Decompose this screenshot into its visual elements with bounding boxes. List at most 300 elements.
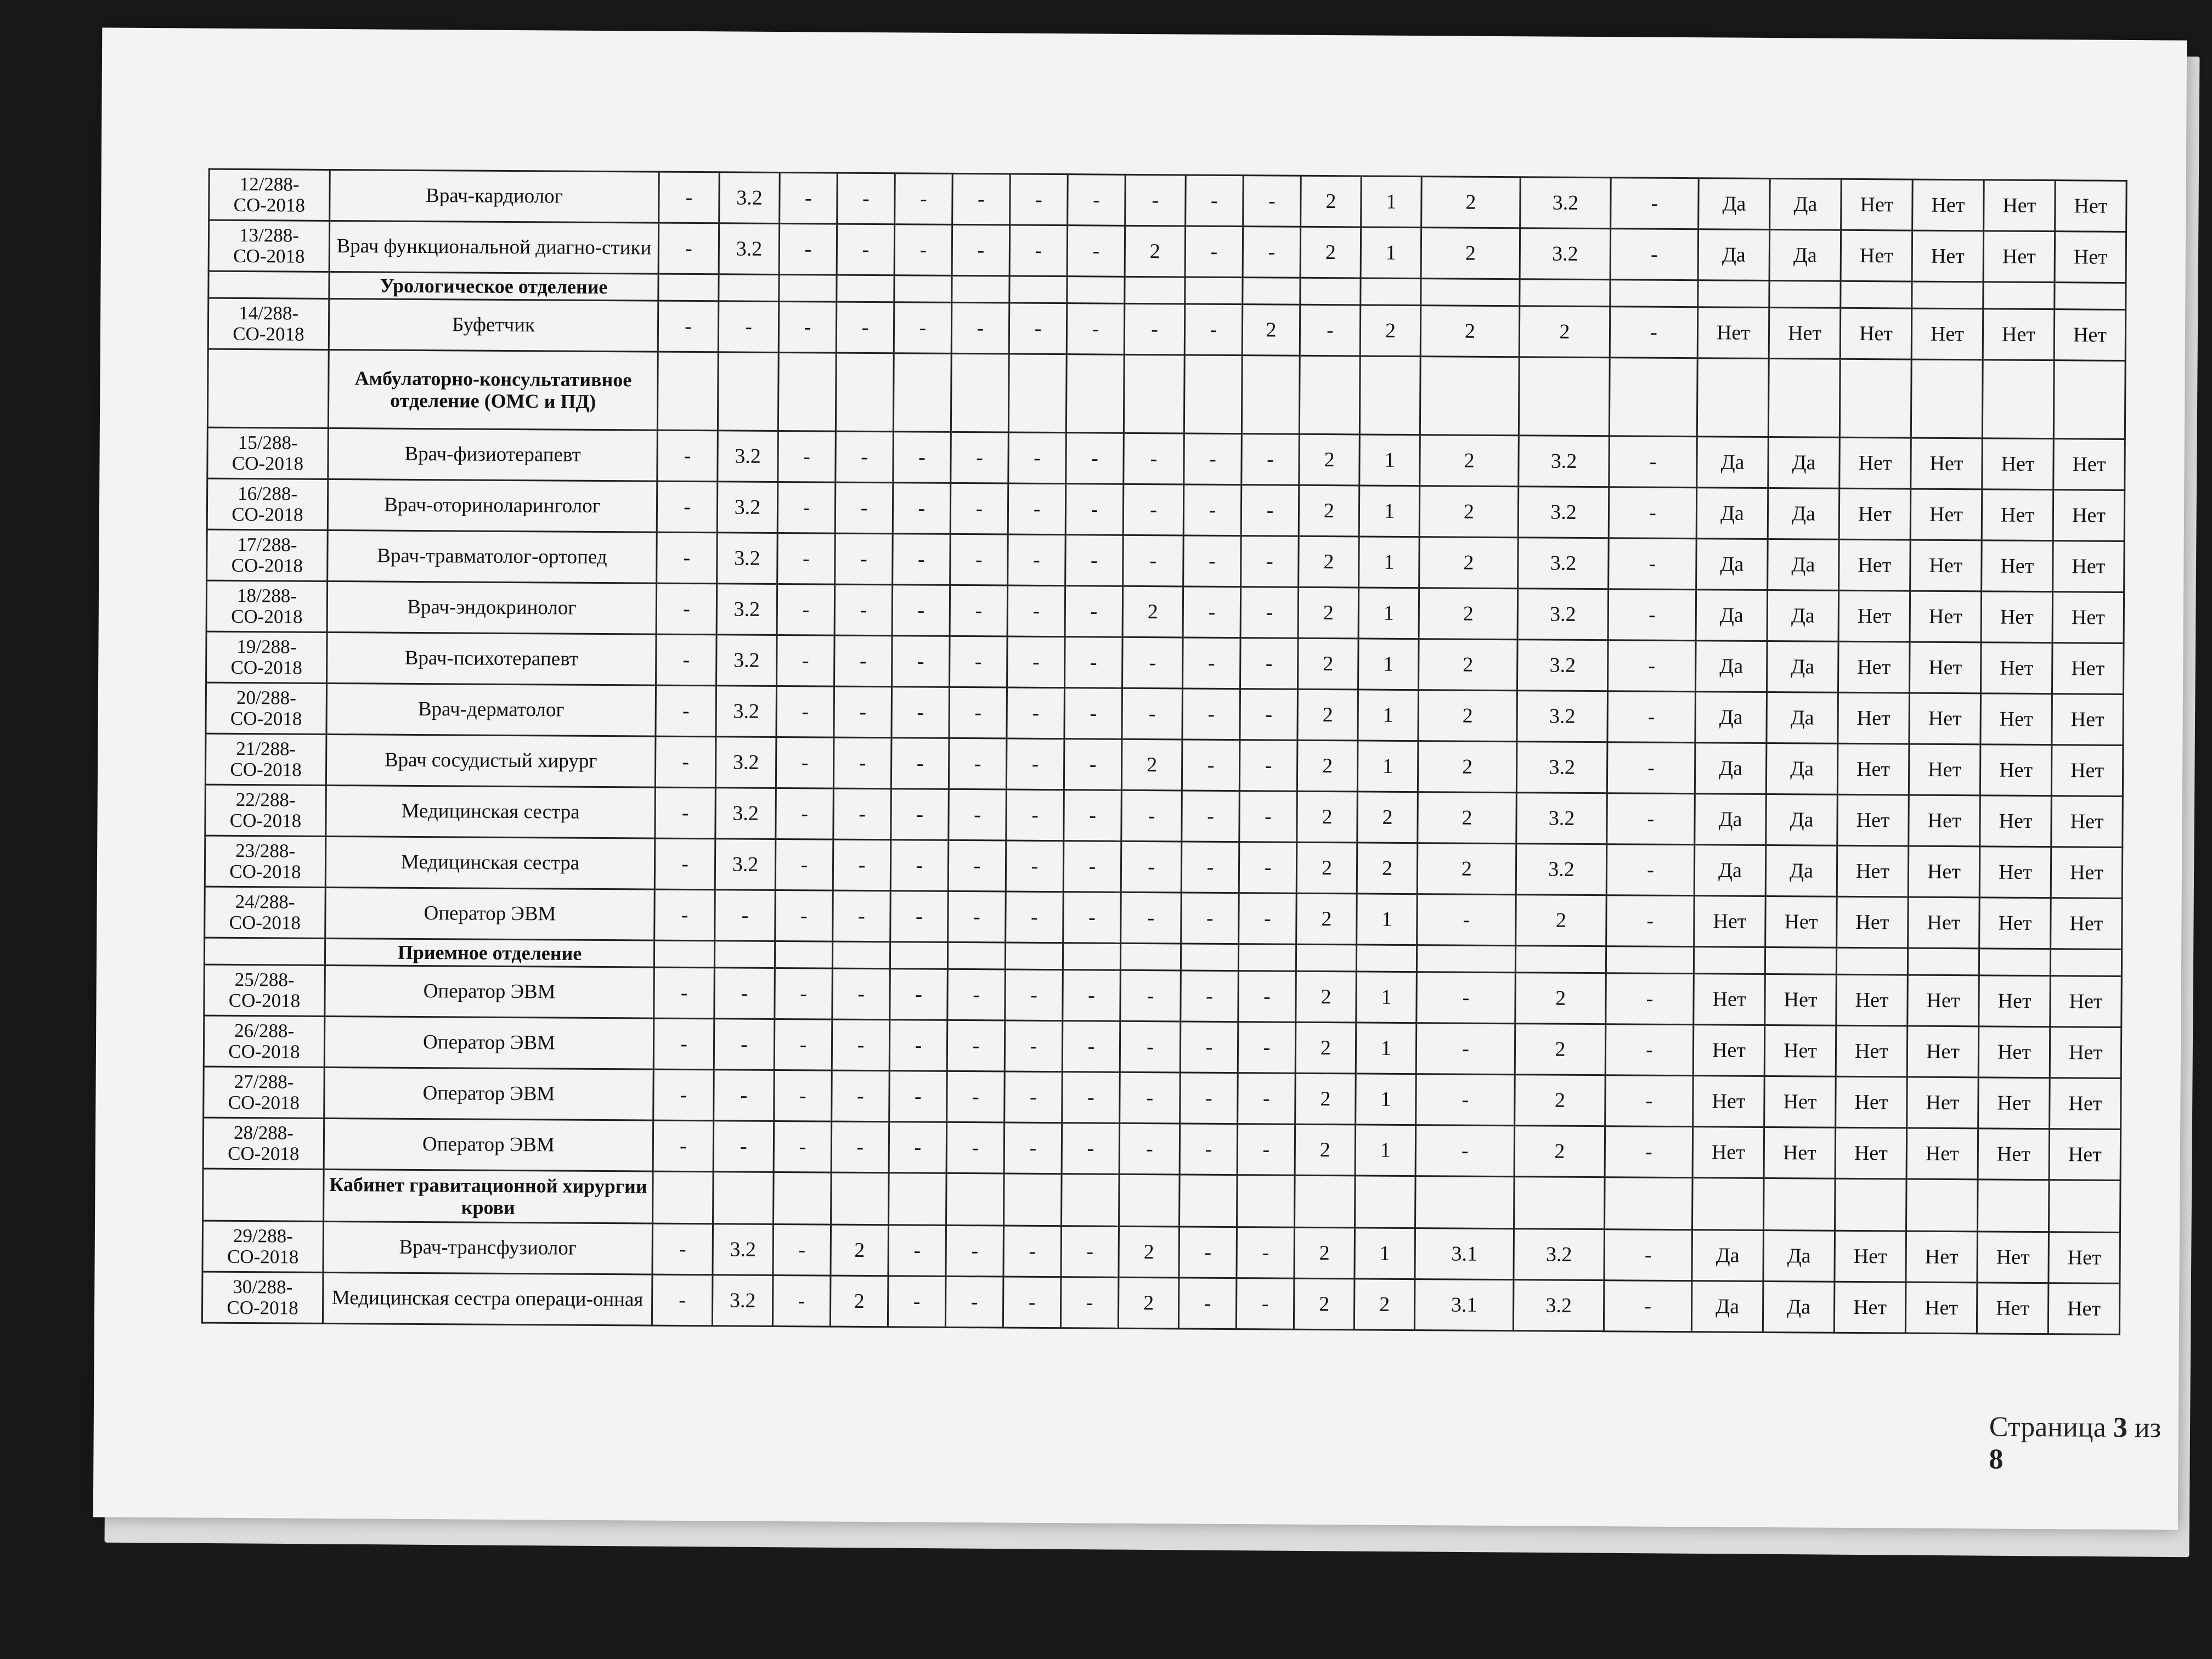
value-cell: - [893,534,951,585]
value-cell: - [1005,969,1063,1021]
value-cell: - [657,532,718,584]
empty-cell [894,275,952,303]
value-cell: Нет [1837,743,1909,795]
empty-cell [713,1172,774,1224]
value-cell: Нет [2050,1078,2121,1130]
value-cell: - [1606,895,1695,947]
empty-cell [207,349,329,428]
value-cell: Да [1691,1281,1763,1333]
workplace-code: 27/288-СО-2018 [204,1066,325,1118]
value-cell: 3.2 [715,737,776,788]
value-cell: 3.2 [1516,793,1607,844]
value-cell: Нет [2051,745,2123,797]
value-cell: - [1415,1125,1515,1177]
value-cell: 3.2 [713,1224,774,1276]
value-cell: - [1007,636,1065,688]
value-cell: Нет [1692,1127,1764,1178]
value-cell: - [888,1225,946,1277]
value-cell: - [892,636,950,687]
value-cell: Нет [1834,1282,1906,1333]
position-name: Врач-травматолог-ортопед [328,530,657,583]
value-cell: - [895,173,953,225]
value-cell: - [1183,586,1241,638]
value-cell: - [1180,1073,1238,1124]
empty-cell [1008,354,1066,433]
value-cell: - [656,634,717,686]
value-cell: Нет [1983,309,2055,360]
value-cell: 2 [1516,895,1607,946]
empty-cell [1514,1177,1605,1229]
value-cell: 2 [1297,689,1358,741]
footer-page-total: 8 [1989,1443,2004,1475]
empty-cell [831,1172,889,1225]
value-cell: 2 [1418,639,1517,691]
value-cell: Нет [1908,975,1979,1026]
value-cell: Нет [1836,1076,1908,1128]
value-cell: 2 [1419,486,1519,538]
value-cell: - [1181,842,1239,893]
value-cell: 3.2 [715,788,776,839]
value-cell: Нет [1909,795,1980,847]
value-cell: - [1008,432,1066,484]
workplace-code: 29/288-СО-2018 [202,1221,324,1272]
value-cell: Нет [1906,1128,1978,1180]
position-name: Оператор ЭВМ [324,1016,654,1069]
value-cell: 2 [1421,228,1520,279]
value-cell: 2 [1360,305,1421,357]
empty-cell [1120,943,1181,970]
value-cell: 1 [1356,972,1417,1023]
value-cell: - [775,968,833,1019]
value-cell: - [833,788,891,840]
value-cell: - [1062,1021,1120,1073]
value-cell: Да [1695,743,1767,794]
empty-cell [654,940,714,968]
value-cell: - [652,1274,713,1326]
value-cell: 2 [1295,1073,1356,1125]
value-cell: - [1121,841,1182,893]
value-cell: - [1182,740,1240,791]
value-cell: Нет [2049,1129,2121,1181]
value-cell: - [1006,738,1064,790]
value-cell: 2 [1121,739,1182,791]
value-cell: 2 [1297,740,1358,792]
position-name: Медицинская сестра операци-онная [323,1272,652,1325]
empty-cell [1836,947,1908,975]
value-cell: - [715,890,776,941]
empty-cell [208,271,329,298]
value-cell: - [718,301,779,353]
value-cell: Нет [1838,692,1910,744]
empty-cell [1355,1176,1416,1228]
value-cell: Нет [1841,230,1912,281]
value-cell: 1 [1359,435,1420,486]
workplace-code: 25/288-СО-2018 [204,964,325,1016]
empty-cell [1125,276,1185,304]
value-cell: - [773,1224,831,1276]
value-cell: 2 [1420,435,1519,487]
value-cell: Нет [1765,974,1837,1025]
value-cell: 2 [1420,306,1520,357]
value-cell: - [1007,687,1065,739]
value-cell: Нет [1841,179,1913,230]
value-cell: - [1181,970,1239,1022]
value-cell: 3.2 [719,223,780,275]
value-cell: 3.2 [712,1275,773,1327]
value-cell: 2 [1418,792,1517,844]
value-cell: - [1300,304,1361,356]
value-cell: - [774,1070,832,1121]
value-cell: Да [1694,845,1766,896]
value-cell: - [1607,793,1695,845]
value-cell: - [1063,841,1121,893]
value-cell: Нет [1910,591,1982,642]
value-cell: - [1006,789,1064,841]
value-cell: Нет [2051,847,2123,899]
value-cell: 2 [1515,1024,1606,1075]
value-cell: 1 [1361,227,1421,279]
value-cell: 2 [1418,690,1517,742]
value-cell: - [714,1019,775,1070]
value-cell: - [890,891,949,943]
value-cell: 2 [831,1224,889,1276]
value-cell: 3.1 [1415,1228,1514,1280]
assessment-table [201,168,2128,1335]
position-name: Врач-оториноларинголог [328,479,657,532]
value-cell: - [774,1121,832,1172]
empty-cell [952,275,1009,303]
empty-cell [718,352,778,431]
value-cell: - [1065,637,1123,689]
empty-cell [1692,1178,1764,1231]
value-cell: - [1239,842,1297,894]
value-cell: Да [1770,178,1842,230]
value-cell: - [1181,893,1239,944]
value-cell: 1 [1355,1228,1415,1279]
value-cell: 2 [1299,536,1359,588]
value-cell: Нет [2048,1283,2120,1335]
empty-cell [203,1169,324,1221]
value-cell: Да [1763,1281,1835,1333]
value-cell: - [1611,178,1699,229]
value-cell: - [1605,1075,1694,1127]
value-cell: 3.2 [1513,1280,1604,1331]
value-cell: Да [1768,437,1840,488]
position-name: Врач-дерматолог [326,683,656,736]
value-cell: 2 [1417,843,1516,895]
value-cell: 1 [1359,486,1420,537]
value-cell: 3.1 [1414,1279,1514,1331]
empty-cell [1004,1173,1062,1226]
value-cell: - [1178,1278,1237,1329]
value-cell: - [834,584,893,636]
value-cell: Нет [1838,590,1910,642]
value-cell: Нет [1693,1076,1765,1127]
empty-cell [1911,359,1983,438]
empty-cell [1356,945,1417,972]
value-cell: Нет [1764,1127,1836,1178]
value-cell: - [777,584,835,635]
value-cell: 3.2 [1516,844,1607,895]
value-cell: Да [1766,743,1838,794]
value-cell: Нет [1907,1077,1979,1128]
value-cell: 1 [1357,741,1418,792]
value-cell: - [653,1018,714,1070]
value-cell: - [653,1120,714,1172]
value-cell: Нет [1979,975,2051,1027]
value-cell: - [946,1122,1005,1173]
empty-cell [1180,1175,1238,1227]
value-cell: - [1068,174,1126,226]
value-cell: - [1184,304,1243,356]
value-cell: 1 [1358,639,1419,690]
position-name: Оператор ЭВМ [324,1118,653,1171]
value-cell: - [1009,225,1068,276]
value-cell: - [1123,535,1184,586]
workplace-code: 18/288-СО-2018 [206,580,328,632]
empty-cell [1977,1180,2049,1232]
footer-page-number: 3 [2113,1412,2128,1444]
value-cell: Нет [1839,437,1911,489]
value-cell: - [949,738,1007,789]
value-cell: 3.2 [715,839,776,890]
empty-cell [1124,354,1184,433]
value-cell: - [776,788,834,839]
value-cell: - [1237,1227,1295,1279]
empty-cell [1237,1175,1295,1228]
value-cell: 1 [1361,176,1422,228]
empty-cell [2050,949,2121,977]
value-cell: Нет [1977,1283,2049,1334]
value-cell: - [1064,739,1122,791]
empty-cell [1841,281,1912,308]
value-cell: 2 [1119,1226,1180,1278]
empty-cell [1242,356,1300,435]
value-cell: - [1066,303,1125,355]
value-cell: - [1060,1277,1119,1329]
value-cell: Нет [1978,1026,2050,1078]
value-cell: - [772,1275,831,1327]
value-cell: - [714,968,775,1019]
value-cell: 3.2 [719,172,780,224]
value-cell: - [1120,1021,1181,1073]
value-cell: 3.2 [1516,742,1607,793]
workplace-code: 15/288-СО-2018 [207,427,329,479]
value-cell: - [892,585,950,636]
value-cell: - [950,585,1008,636]
value-cell: - [894,302,952,354]
position-name: Врач-физиотерапевт [328,428,658,481]
value-cell: - [1241,536,1299,588]
value-cell: - [1065,484,1124,535]
value-cell: - [1609,436,1697,488]
value-cell: - [891,789,949,840]
value-cell: - [1417,972,1516,1024]
empty-cell [1979,949,2050,976]
value-cell: Нет [1836,1025,1908,1077]
empty-cell [1908,948,1979,975]
value-cell: - [1180,1124,1238,1175]
value-cell: 3.2 [1518,538,1609,589]
value-cell: - [713,1121,774,1172]
value-cell: Нет [1978,1128,2050,1180]
footer-middle: из [2127,1412,2162,1444]
value-cell: - [780,172,838,224]
value-cell: - [1009,303,1067,354]
value-cell: - [1065,586,1123,637]
value-cell: 3.2 [1518,487,1609,538]
value-cell: - [777,533,836,584]
value-cell: - [1604,1229,1692,1281]
value-cell: Нет [1764,1025,1836,1076]
value-cell: - [946,1225,1004,1277]
value-cell: Да [1763,1230,1835,1282]
value-cell: Нет [2051,898,2123,950]
value-cell: 2 [1419,588,1518,640]
empty-cell [1912,281,1983,309]
value-cell: Нет [1911,438,1983,489]
value-cell: Нет [1977,1232,2049,1283]
value-cell: - [1238,1073,1296,1125]
value-cell: - [1610,229,1699,280]
value-cell: - [1125,174,1186,226]
empty-cell [658,274,719,301]
value-cell: Да [1696,590,1768,641]
empty-cell [889,1173,947,1226]
value-cell: - [832,968,890,1020]
value-cell: 2 [1296,893,1357,945]
value-cell: - [948,891,1006,943]
position-name: Оператор ЭВМ [324,1067,654,1120]
value-cell: - [893,483,951,534]
empty-cell [204,938,325,965]
workplace-code: 24/288-СО-2018 [205,887,326,938]
value-cell: - [1124,303,1185,355]
position-name: Буфетчик [329,298,658,352]
value-cell: - [1182,689,1240,740]
value-cell: - [1006,891,1064,943]
value-cell: 3.2 [716,635,777,686]
value-cell: Нет [2055,180,2127,232]
value-cell: Нет [2053,541,2125,592]
value-cell: 2 [1514,1126,1605,1177]
value-cell: - [1605,1024,1694,1076]
value-cell: Да [1767,590,1839,641]
value-cell: - [949,789,1007,840]
value-cell: - [1240,587,1299,639]
value-cell: 2 [1294,1278,1355,1330]
value-cell: - [1607,691,1696,743]
value-cell: Нет [2055,232,2126,283]
value-cell: Да [1695,692,1767,743]
value-cell: Да [1695,794,1767,845]
value-cell: 2 [1118,1277,1179,1329]
value-cell: Нет [1911,308,1983,360]
value-cell: - [1003,1277,1061,1328]
value-cell: - [778,431,836,482]
value-cell: 2 [1300,227,1361,278]
section-title: Кабинет гравитационной хирургии крови [324,1169,653,1223]
value-cell: 1 [1357,894,1418,945]
value-cell: 2 [1295,1124,1356,1176]
empty-cell [778,352,836,431]
value-cell: - [1184,433,1242,485]
value-cell: Нет [2051,796,2123,848]
value-cell: 2 [1421,177,1521,228]
value-cell: - [945,1276,1003,1328]
value-cell: Нет [1765,896,1837,947]
value-cell: - [775,839,833,890]
value-cell: Нет [1908,897,1980,949]
value-cell: Нет [2053,490,2125,541]
value-cell: Нет [1909,642,1981,693]
value-cell: - [1063,892,1121,944]
value-cell: 2 [1357,792,1418,843]
value-cell: 2 [1515,973,1606,1024]
position-name: Медицинская сестра [326,785,656,838]
empty-cell [1519,357,1610,436]
value-cell: - [657,430,718,482]
value-cell: - [889,1020,947,1071]
value-cell: - [837,173,895,224]
empty-cell [1609,358,1697,437]
value-cell: Нет [1978,1077,2050,1129]
value-cell: Да [1768,539,1839,590]
value-cell: 3.2 [717,482,778,533]
empty-cell [1697,358,1769,437]
value-cell: - [1609,487,1697,539]
empty-cell [1610,280,1698,307]
value-cell: 2 [1515,1075,1606,1126]
value-cell: 1 [1356,1023,1417,1074]
value-cell: Да [1697,437,1769,488]
empty-cell [946,1173,1005,1226]
value-cell: Нет [1764,1076,1836,1127]
empty-cell [1295,1175,1356,1228]
value-cell: 2 [1301,176,1362,227]
value-cell: 2 [1125,225,1186,277]
empty-cell [1768,358,1840,437]
empty-cell [1983,282,2055,309]
value-cell: - [949,687,1007,738]
value-cell: 2 [1242,304,1300,356]
empty-cell [1238,944,1296,972]
value-cell: - [952,224,1010,276]
empty-cell [1606,946,1694,974]
value-cell: - [652,1223,713,1275]
value-cell: Да [1769,229,1841,281]
empty-cell [1067,276,1125,304]
empty-cell [2055,283,2126,310]
empty-cell [775,941,832,968]
empty-cell [653,1171,714,1224]
section-title: Приемное отделение [325,938,654,967]
empty-cell [719,274,779,302]
value-cell: - [836,302,894,353]
empty-cell [1415,1176,1515,1229]
value-cell: Нет [1835,1127,1907,1179]
value-cell: Нет [1908,846,1980,898]
empty-cell [832,941,890,969]
value-cell: Нет [1839,539,1911,591]
empty-cell [1769,280,1841,308]
value-cell: - [1063,970,1121,1022]
empty-cell [837,275,894,302]
value-cell: - [1609,538,1697,590]
value-cell: - [1005,1071,1063,1123]
value-cell: 2 [1122,586,1183,637]
value-cell: - [1608,589,1696,641]
